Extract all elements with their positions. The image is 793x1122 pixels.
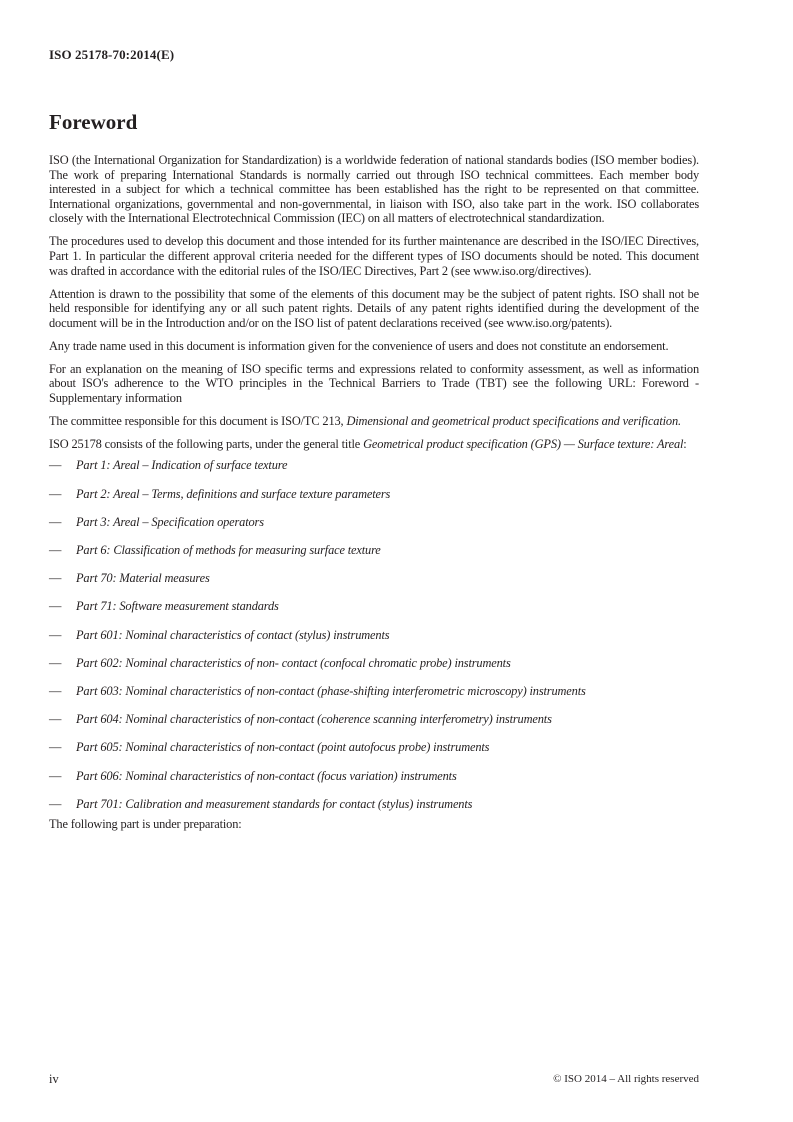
part-title: Part 1: Areal – Indication of surface texture	[76, 458, 288, 473]
list-dash: —	[49, 599, 62, 614]
list-item	[49, 571, 699, 586]
list-dash: —	[49, 627, 62, 642]
part-title: Part 70: Material measures	[76, 571, 210, 586]
part-title: Part 602: Nominal characteristics of non- contact (confocal chromatic probe) instruments	[76, 655, 511, 670]
part-title: Part 603: Nominal characteristics of non-contact (phase-shifting interferometric microscopy) instruments	[76, 683, 586, 698]
list-dash: —	[49, 486, 62, 501]
committee-prefix: The committee responsible for this document is ISO/TC 213,	[49, 413, 347, 428]
list-dash: —	[49, 655, 62, 670]
paragraph-iso-intro: ISO (the International Organization for Standardization) is a worldwide federation of national standards bodies (ISO member bodies). The work of preparing International Standards is normally carried out through ISO technical committees. Each member body interested in a subject for which a technical committee has been established has the right to be represented on that committee. International organizations, governmental and non-governmental, in liaison with ISO, also take part in the work. ISO collaborates closely with the International Electrotechnical Commission (IEC) on all matters of electrotechnical standardization.	[49, 153, 699, 226]
list-item	[49, 797, 699, 812]
part-title: Part 2: Areal – Terms, definitions and surface texture parameters	[76, 486, 391, 501]
copyright-notice: © ISO 2014 – All rights reserved	[553, 1073, 699, 1085]
parts-intro-suffix: :	[683, 436, 687, 451]
list-dash: —	[49, 571, 62, 586]
list-dash: —	[49, 514, 62, 529]
paragraph-under-preparation: The following part is under preparation:	[49, 817, 242, 832]
list-item	[49, 740, 699, 755]
list-item	[49, 712, 699, 727]
part-title: Part 604: Nominal characteristics of non-contact (coherence scanning interferometry) instruments	[76, 712, 552, 727]
committee-name: Dimensional and geometrical product specifications and verification.	[346, 413, 681, 428]
paragraph-parts-intro	[49, 437, 699, 452]
list-dash: —	[49, 458, 62, 473]
list-item	[49, 515, 699, 530]
list-dash: —	[49, 796, 62, 811]
list-item	[49, 543, 699, 558]
list-item	[49, 656, 699, 671]
foreword-body	[49, 153, 699, 840]
list-item	[49, 628, 699, 643]
list-dash: —	[49, 543, 62, 557]
page-number: iv	[49, 1072, 59, 1086]
part-title: Part 601: Nominal characteristics of contact (stylus) instruments	[76, 627, 390, 642]
list-item	[49, 769, 699, 784]
part-title: Part 3: Areal – Specification operators	[76, 514, 264, 529]
list-item	[49, 487, 699, 502]
list-item	[49, 458, 699, 473]
paragraph-patent-rights: Attention is drawn to the possibility that some of the elements of this document may be the subject of patent rights. ISO shall not be held responsible for identifying any or all such patent rights. Details of any patent rights identified during the development of the document will be in the Introduction and/or on the ISO list of patent declarations received (see www.iso.org/patents).	[49, 286, 699, 330]
parts-intro-prefix: ISO 25178 consists of the following parts, under the general title	[49, 436, 364, 451]
list-dash: —	[49, 712, 62, 727]
parts-list	[49, 458, 699, 811]
list-dash: —	[49, 768, 62, 783]
list-dash: —	[49, 740, 62, 755]
paragraph-procedures: The procedures used to develop this document and those intended for its further maintenance are described in the ISO/IEC Directives, Part 1. In particular the different approval criteria needed for the different types of ISO documents should be noted. This document was drafted in accordance with the editorial rules of the ISO/IEC Directives, Part 2 (see www.iso.org/directives).	[49, 234, 699, 278]
section-title: Foreword	[49, 110, 138, 134]
parts-general-title: Geometrical product specification (GPS) — Surface texture: Areal	[363, 436, 684, 451]
document-identifier: ISO 25178-70:2014(E)	[49, 47, 175, 62]
part-title: Part 605: Nominal characteristics of non-contact (point autofocus probe) instruments	[76, 740, 490, 755]
list-item	[49, 599, 699, 614]
list-dash: —	[49, 683, 62, 698]
part-title: Part 701: Calibration and measurement standards for contact (stylus) instruments	[76, 796, 473, 811]
paragraph-supplementary-info: For an explanation on the meaning of ISO specific terms and expressions related to conformity assessment, as well as information about ISO's adherence to the WTO principles in the Technical Barriers to Trade (TBT) see the following URL: Foreword - Supplementary information	[49, 361, 699, 405]
paragraph-committee	[49, 414, 699, 429]
part-title: Part 6: Classification of methods for measuring surface texture	[76, 543, 381, 557]
paragraph-trade-name: Any trade name used in this document is information given for the convenience of users and does not constitute an endorsement.	[49, 338, 669, 353]
part-title: Part 606: Nominal characteristics of non-contact (focus variation) instruments	[76, 768, 457, 783]
part-title: Part 71: Software measurement standards	[76, 599, 279, 614]
list-item	[49, 684, 699, 699]
